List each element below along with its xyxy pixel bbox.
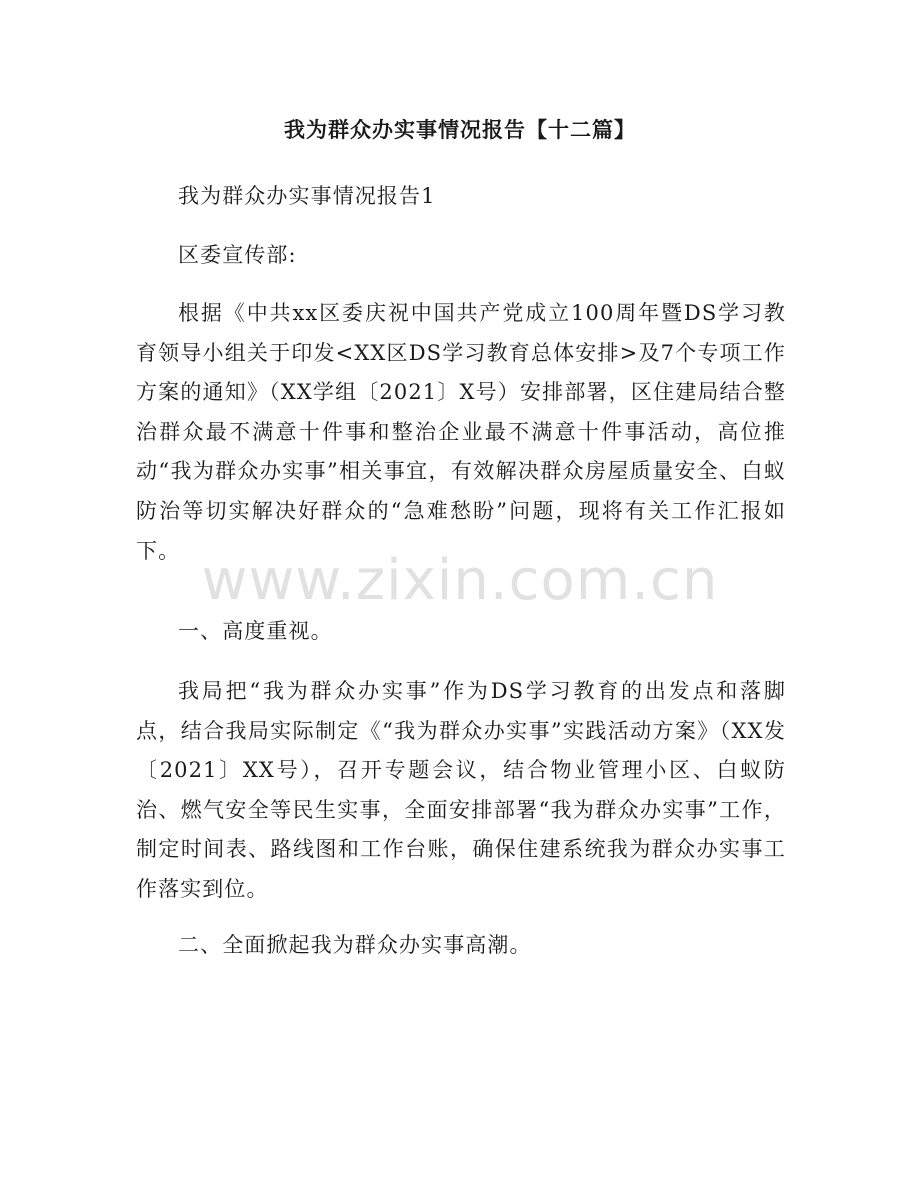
section-heading-1: 一、高度重视。 xyxy=(178,619,333,643)
watermark-text: www.zixin.com.cn xyxy=(201,548,719,613)
paragraph-intro: 根据《中共xx区委庆祝中国共产党成立100周年暨DS学习教育领导小组关于印发<XX区DS学习教育总体安排>及7个专项工作方案的通知》（XX学组〔2021〕X号）安排部署，区住建局结合整治群众最不满意十件事和整治企业最不满意十件事活动，高位推动“我为群众办实事”相关事宜，有效解决群众房屋质量安全、白蚁防治等切实解决好群众的“急难愁盼”问题，现将有关工作汇报如下。 xyxy=(136,301,786,563)
report-subtitle: 我为群众办实事情况报告1 xyxy=(178,184,436,208)
paragraph-section-1: 我局把“我为群众办实事”作为DS学习教育的出发点和落脚点，结合我局实际制定《“我为群众办实事”实践活动方案》（XX发〔2021〕XX号），召开专题会议，结合物业管理小区、白蚁防治、燃气安全等民生实事，全面安排部署“我为群众办实事”工作，制定时间表、路线图和工作台账，确保住建系统我为群众办实事工作落实到位。 xyxy=(136,679,786,901)
section-heading-2: 二、全面掀起我为群众办实事高潮。 xyxy=(178,933,532,957)
document-title: 我为群众办实事情况报告【十二篇】 xyxy=(284,118,636,142)
salutation: 区委宣传部: xyxy=(178,243,297,267)
